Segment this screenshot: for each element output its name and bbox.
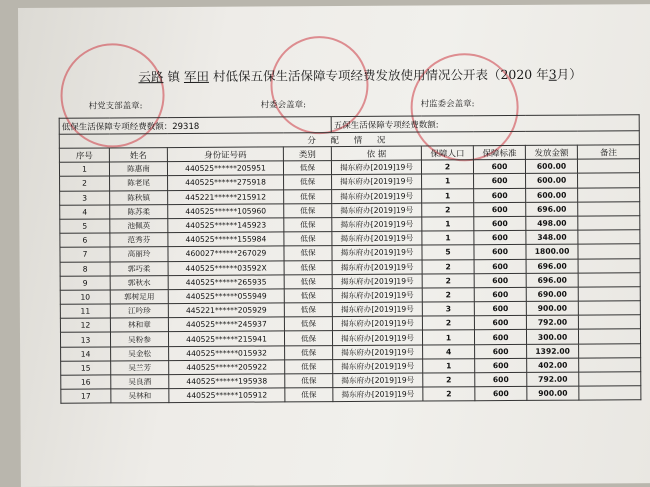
cell-id: 440525******245937 — [168, 317, 284, 332]
cell-basis: 揭东府办[2019]19号 — [332, 231, 422, 246]
cell-id: 440525******265935 — [168, 275, 284, 290]
col-header: 保障标准 — [473, 145, 525, 160]
dibao-total: 低保生活保障专项经费数额：29318 — [59, 117, 331, 135]
cell-basis: 揭东府办[2019]19号 — [332, 260, 422, 275]
cell-amount: 792.00 — [527, 372, 579, 387]
cell-standard: 600 — [475, 358, 527, 373]
col-header: 类别 — [283, 147, 331, 161]
cell-no: 13 — [60, 332, 110, 346]
cell-basis: 揭东府办[2019]19号 — [333, 330, 423, 345]
col-header: 身份证号码 — [167, 147, 283, 162]
cell-people: 2 — [423, 373, 475, 388]
cell-no: 14 — [61, 347, 111, 361]
cell-type: 低保 — [284, 260, 332, 274]
cell-people: 5 — [422, 245, 474, 260]
col-header: 姓名 — [109, 148, 167, 163]
cell-standard: 600 — [474, 188, 526, 203]
cell-note — [578, 258, 640, 273]
cell-no: 11 — [60, 304, 110, 318]
cell-type: 低保 — [284, 303, 332, 317]
cell-type: 低保 — [285, 388, 333, 402]
cell-amount: 1800.00 — [526, 244, 578, 259]
col-header: 备注 — [577, 145, 639, 160]
cell-amount: 402.00 — [527, 358, 579, 373]
cell-amount: 696.00 — [526, 273, 578, 288]
committee-signature-label: 村委会盖章: — [260, 100, 307, 111]
cell-name: 郭秋水 — [110, 275, 168, 290]
cell-name: 吴良酒 — [111, 375, 169, 390]
cell-amount: 696.00 — [526, 259, 578, 274]
table-row — [61, 386, 641, 404]
cell-type: 低保 — [284, 203, 332, 217]
cell-amount: 300.00 — [527, 330, 579, 345]
cell-id: 440525******015932 — [169, 346, 285, 361]
cell-no: 2 — [60, 176, 110, 190]
cell-no: 7 — [60, 247, 110, 261]
cell-amount: 690.00 — [526, 287, 578, 302]
cell-note — [578, 216, 640, 231]
cell-note — [579, 358, 641, 373]
supervision-signature-label: 村监委会盖章: — [420, 99, 475, 110]
cell-no: 12 — [60, 318, 110, 332]
cell-note — [578, 287, 640, 302]
title-town: 云路 — [138, 69, 164, 85]
cell-name: 吴林和 — [111, 389, 169, 404]
cell-no: 10 — [60, 290, 110, 304]
cell-basis: 揭东府办[2019]19号 — [332, 302, 422, 317]
cell-id: 440525******105960 — [168, 204, 284, 219]
cell-people: 1 — [422, 231, 474, 246]
cell-amount: 600.00 — [526, 188, 578, 203]
cell-amount: 600.00 — [525, 159, 577, 174]
cell-standard: 600 — [474, 273, 526, 288]
title-town-unit: 镇 — [167, 69, 180, 85]
cell-people: 2 — [422, 273, 474, 288]
cell-no: 17 — [61, 389, 111, 403]
cell-basis: 揭东府办[2019]19号 — [333, 359, 423, 374]
cell-type: 低保 — [284, 246, 332, 260]
cell-note — [578, 201, 640, 216]
cell-note — [579, 386, 641, 401]
cell-id: 460027******267029 — [168, 246, 284, 261]
col-header: 序号 — [59, 148, 109, 162]
document-sheet — [18, 4, 650, 487]
cell-id: 440525******205951 — [167, 161, 283, 176]
cell-id: 440525******105912 — [169, 388, 285, 403]
cell-amount: 348.00 — [526, 230, 578, 245]
cell-standard: 600 — [474, 202, 526, 217]
cell-basis: 揭东府办[2019]19号 — [332, 174, 422, 189]
cell-people: 2 — [422, 259, 474, 274]
cell-standard: 600 — [475, 344, 527, 359]
cell-standard: 600 — [474, 287, 526, 302]
cell-basis: 揭东府办[2019]19号 — [332, 217, 422, 232]
cell-amount: 1392.00 — [527, 344, 579, 359]
cell-id: 440525******195938 — [169, 374, 285, 389]
cell-name: 郭巧柔 — [110, 261, 168, 276]
cell-name: 吴兰芳 — [111, 360, 169, 375]
title-village: 军田 — [183, 68, 209, 84]
cell-no: 1 — [59, 162, 109, 176]
cell-standard: 600 — [474, 259, 526, 274]
cell-standard: 600 — [474, 301, 526, 316]
cell-no: 3 — [60, 191, 110, 205]
cell-id: 440525******205922 — [169, 360, 285, 375]
wubao-total: 五保生活保障专项经费数额: — [331, 115, 639, 133]
cell-no: 6 — [60, 233, 110, 247]
cell-id: 445221******205929 — [168, 303, 284, 318]
cell-no: 9 — [60, 276, 110, 290]
cell-people: 3 — [422, 302, 474, 317]
cell-note — [578, 187, 640, 202]
page-title — [138, 64, 628, 85]
cell-people: 1 — [423, 359, 475, 374]
cell-note — [579, 372, 641, 387]
cell-people: 2 — [422, 316, 474, 331]
cell-id: 445221******215912 — [168, 189, 284, 204]
col-header: 保障人口 — [421, 146, 473, 161]
cell-standard: 600 — [473, 160, 525, 175]
cell-standard: 600 — [474, 216, 526, 231]
cell-id: 440525******055949 — [168, 289, 284, 304]
cell-name: 吴金松 — [111, 346, 169, 361]
cell-basis: 揭东府办[2019]19号 — [333, 345, 423, 360]
cell-name: 范秀芬 — [110, 233, 168, 248]
cell-type: 低保 — [284, 175, 332, 189]
cell-name: 高丽玲 — [110, 247, 168, 262]
cell-id: 440525******155984 — [168, 232, 284, 247]
cell-standard: 600 — [475, 387, 527, 402]
title-month-unit: 月） — [556, 66, 582, 82]
cell-standard: 600 — [474, 245, 526, 260]
cell-amount: 900.00 — [526, 301, 578, 316]
cell-type: 低保 — [284, 274, 332, 288]
cell-amount: 696.00 — [526, 202, 578, 217]
cell-note — [578, 230, 640, 245]
cell-id: 440525******275918 — [168, 175, 284, 190]
cell-note — [578, 244, 640, 259]
cell-basis: 揭东府办[2019]19号 — [332, 189, 422, 204]
cell-note — [578, 301, 640, 316]
cell-type: 低保 — [285, 374, 333, 388]
cell-type: 低保 — [284, 331, 332, 345]
cell-basis: 揭东府办[2019]19号 — [333, 373, 423, 388]
cell-people: 1 — [422, 174, 474, 189]
cell-basis: 揭东府办[2019]19号 — [333, 387, 423, 402]
col-header: 依 据 — [331, 146, 421, 161]
cell-note — [577, 159, 639, 174]
cell-people: 2 — [422, 202, 474, 217]
cell-note — [578, 272, 640, 287]
allocation-table — [59, 114, 642, 404]
title-text: 村低保五保生活保障专项经费发放使用情况公开表（2020 年 — [212, 66, 549, 84]
title-month: 3 — [548, 66, 557, 82]
cell-type: 低保 — [284, 288, 332, 302]
cell-people: 1 — [422, 217, 474, 232]
cell-basis: 揭东府办[2019]19号 — [332, 288, 422, 303]
cell-note — [579, 343, 641, 358]
cell-id: 440525******145923 — [168, 218, 284, 233]
cell-note — [578, 315, 640, 330]
cell-people: 1 — [423, 330, 475, 345]
section-title: 分 配 情 况 — [59, 131, 639, 149]
cell-name: 池佩英 — [110, 219, 168, 234]
cell-id: 440525******03592X — [168, 260, 284, 275]
cell-standard: 600 — [474, 231, 526, 246]
cell-note — [579, 329, 641, 344]
cell-type: 低保 — [283, 161, 331, 175]
cell-standard: 600 — [474, 174, 526, 189]
cell-amount: 498.00 — [526, 216, 578, 231]
cell-people: 2 — [423, 387, 475, 402]
cell-no: 15 — [61, 361, 111, 375]
col-header: 发放金额 — [525, 145, 577, 160]
cell-name: 郭树足用 — [110, 289, 168, 304]
cell-note — [578, 173, 640, 188]
cell-people: 2 — [422, 288, 474, 303]
cell-standard: 600 — [475, 372, 527, 387]
cell-people: 1 — [422, 188, 474, 203]
cell-amount: 900.00 — [527, 386, 579, 401]
cell-type: 低保 — [284, 232, 332, 246]
cell-name: 陈苏柔 — [110, 204, 168, 219]
cell-name: 陈惠南 — [109, 162, 167, 177]
cell-amount: 600.00 — [526, 173, 578, 188]
cell-people: 2 — [421, 160, 473, 175]
cell-basis: 揭东府办[2019]19号 — [331, 160, 421, 175]
cell-no: 5 — [60, 219, 110, 233]
cell-name: 吴粉参 — [110, 332, 168, 347]
cell-type: 低保 — [284, 317, 332, 331]
cell-basis: 揭东府办[2019]19号 — [332, 203, 422, 218]
branch-signature-label: 村党支部盖章: — [88, 101, 143, 112]
cell-basis: 揭东府办[2019]19号 — [332, 245, 422, 260]
cell-type: 低保 — [285, 359, 333, 373]
cell-basis: 揭东府办[2019]19号 — [332, 274, 422, 289]
cell-people: 4 — [423, 344, 475, 359]
cell-type: 低保 — [284, 218, 332, 232]
cell-name: 陈老尾 — [110, 176, 168, 191]
cell-type: 低保 — [284, 189, 332, 203]
cell-standard: 600 — [474, 316, 526, 331]
cell-no: 8 — [60, 261, 110, 275]
cell-name: 林和章 — [110, 318, 168, 333]
cell-amount: 792.00 — [526, 315, 578, 330]
cell-name: 江吟珍 — [110, 304, 168, 319]
cell-standard: 600 — [475, 330, 527, 345]
cell-id: 440525******215941 — [168, 331, 284, 346]
cell-type: 低保 — [285, 345, 333, 359]
cell-no: 4 — [60, 205, 110, 219]
cell-basis: 揭东府办[2019]19号 — [332, 316, 422, 331]
cell-no: 16 — [61, 375, 111, 389]
cell-name: 陈秋镇 — [110, 190, 168, 205]
